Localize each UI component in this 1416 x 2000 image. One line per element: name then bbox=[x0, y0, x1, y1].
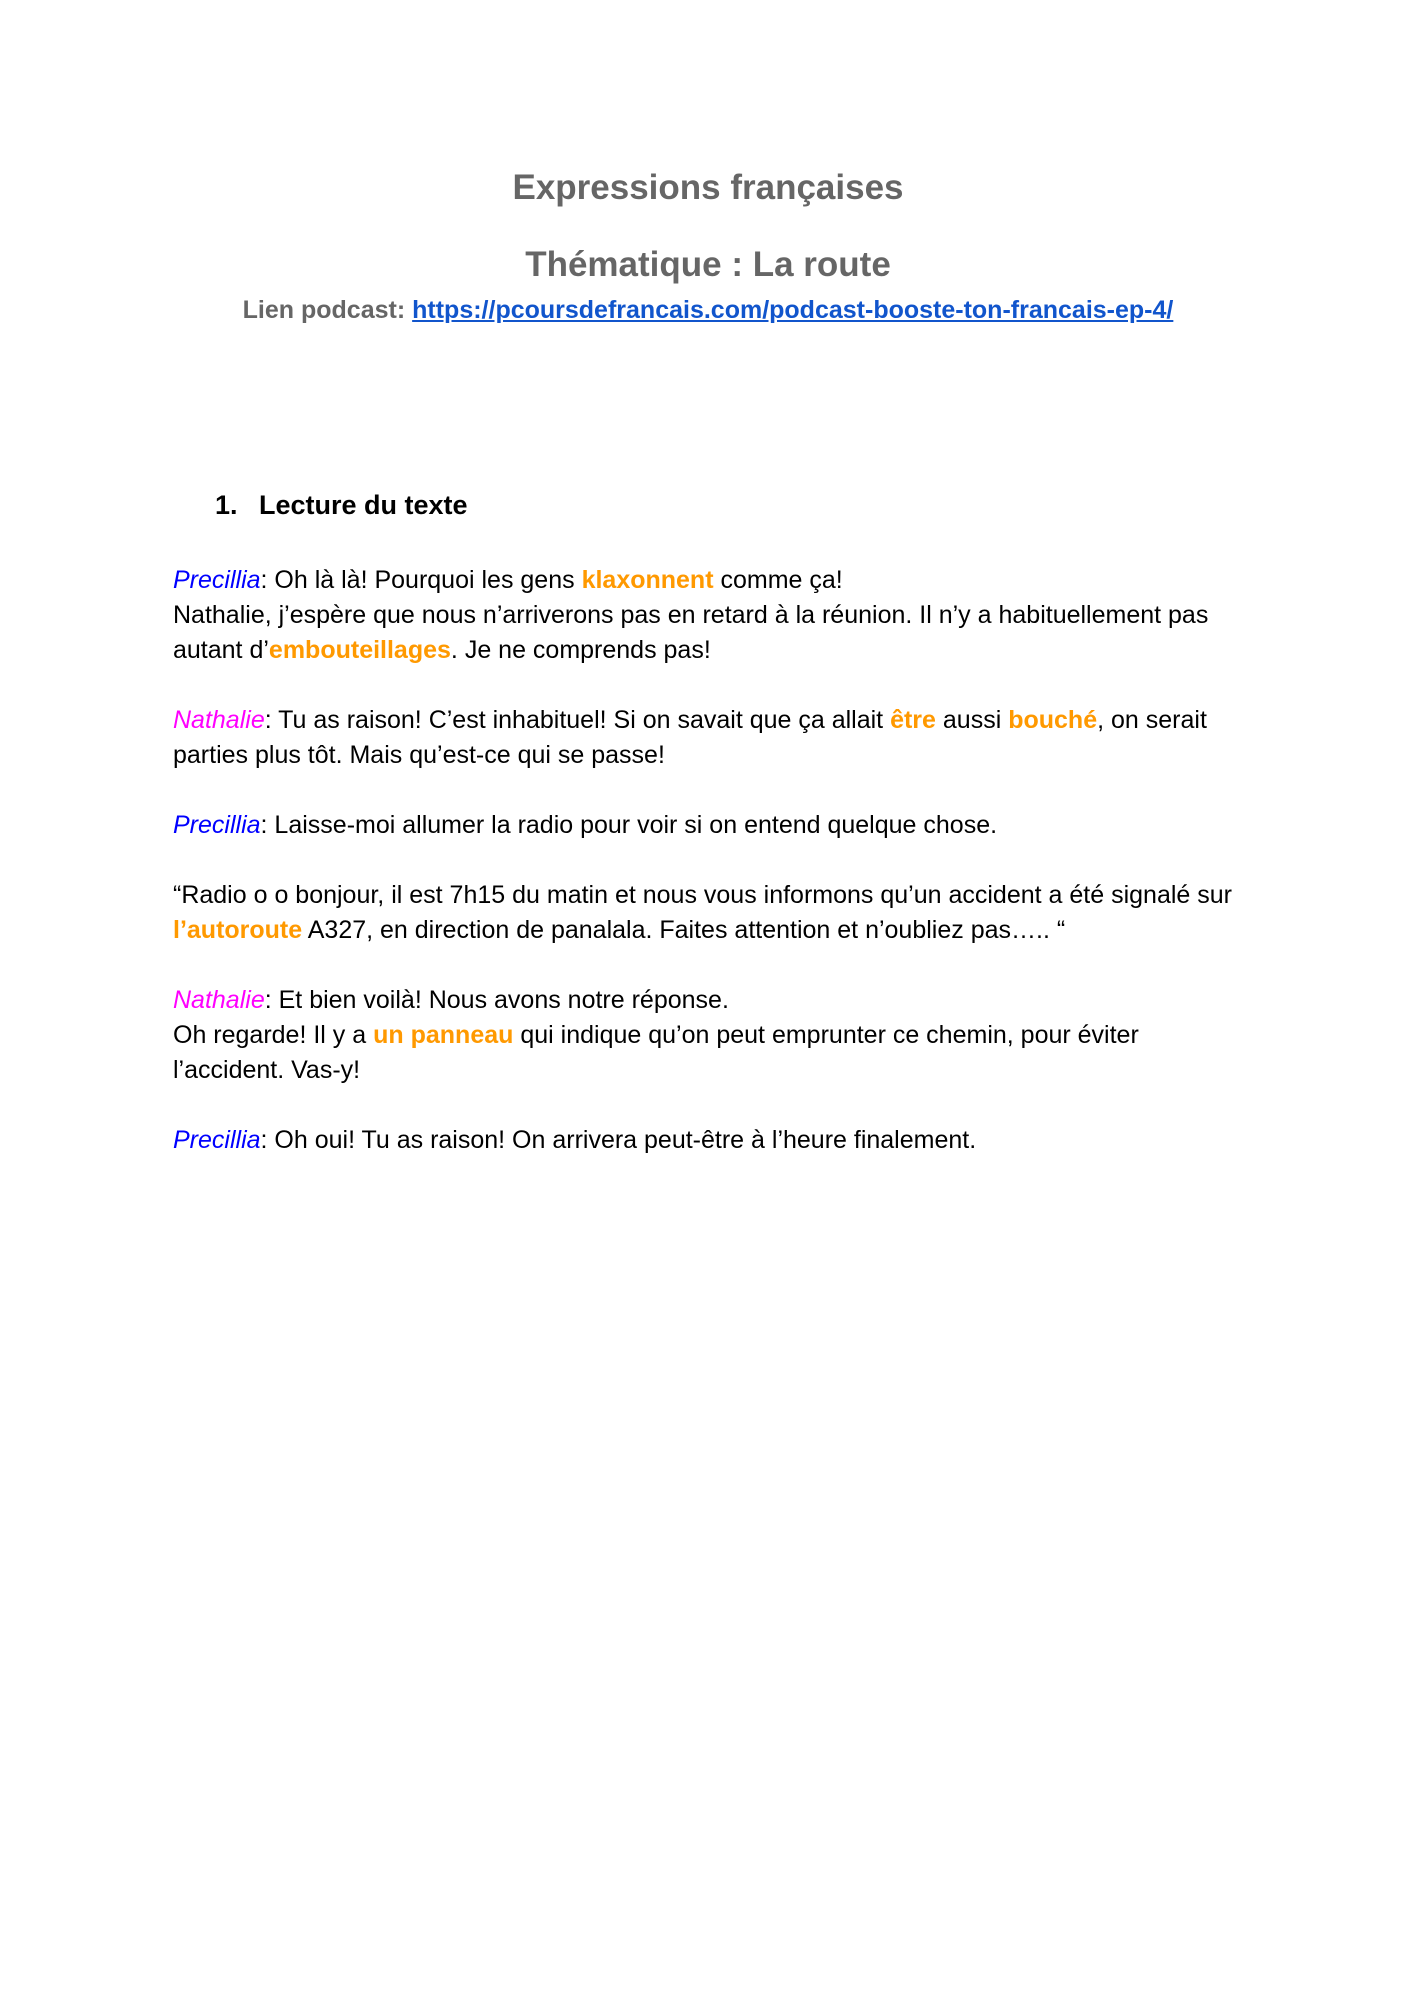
document-theme: Thématique : La route bbox=[525, 245, 891, 284]
dialogue-text-run: : Laisse-moi allumer la radio pour voir si on entend quelque chose. bbox=[260, 811, 998, 839]
dialogue-text-run: qui indique qu’on peut emprunter ce chemin, pour éviter l’accident. Vas-y! bbox=[173, 1021, 1139, 1084]
speaker-name: Nathalie bbox=[173, 706, 265, 734]
dialogue-paragraph-2 bbox=[173, 703, 1253, 773]
vocabulary-keyword: être bbox=[890, 706, 936, 734]
vocabulary-keyword: l’autoroute bbox=[173, 916, 303, 944]
dialogue-text-run: comme ça! bbox=[713, 566, 843, 594]
vocabulary-keyword: klaxonnent bbox=[581, 566, 714, 594]
dialogue-text bbox=[173, 563, 1253, 1193]
dialogue-paragraph-1 bbox=[173, 563, 1253, 668]
vocabulary-keyword: embouteillages bbox=[268, 636, 451, 664]
dialogue-text-run: A327, en direction de panalala. Faites attention et n’oubliez pas….. “ bbox=[302, 916, 1066, 944]
dialogue-text-run: , on serait parties plus tôt. Mais qu’est-ce qui se passe! bbox=[173, 706, 1207, 769]
podcast-line bbox=[0, 296, 1416, 325]
dialogue-paragraph-3 bbox=[173, 808, 1253, 843]
dialogue-text-run: Oh regarde! Il y a bbox=[173, 1021, 374, 1049]
vocabulary-keyword: bouché bbox=[1008, 706, 1098, 734]
dialogue-paragraph-5 bbox=[173, 983, 1253, 1088]
dialogue-text-run: aussi bbox=[935, 706, 1009, 734]
dialogue-paragraph-4 bbox=[173, 878, 1253, 948]
speaker-name: Precillia bbox=[173, 566, 261, 594]
speaker-name: Precillia bbox=[173, 811, 261, 839]
dialogue-paragraph-6 bbox=[173, 1123, 1253, 1158]
speaker-name: Nathalie bbox=[173, 986, 265, 1014]
document-title: Expressions françaises bbox=[512, 168, 904, 207]
section-title: Lecture du texte bbox=[259, 490, 468, 520]
dialogue-text-run: : Oh là là! Pourquoi les gens bbox=[260, 566, 582, 594]
vocabulary-keyword: un panneau bbox=[373, 1021, 514, 1049]
dialogue-text-run: : Tu as raison! C’est inhabituel! Si on savait que ça allait bbox=[264, 706, 891, 734]
podcast-link[interactable]: https://pcoursdefrancais.com/podcast-booste-ton-francais-ep-4/ bbox=[412, 296, 1174, 324]
dialogue-text-run: Nathalie, j’espère que nous n’arriverons pas en retard à la réunion. Il n’y a habituellement pas autant d’ bbox=[173, 601, 1209, 664]
podcast-label: Lien podcast: bbox=[242, 296, 413, 324]
dialogue-text-run: : Oh oui! Tu as raison! On arrivera peut-être à l’heure finalement. bbox=[260, 1126, 977, 1154]
dialogue-text-run: “Radio o o bonjour, il est 7h15 du matin et nous vous informons qu’un accident a été signalé sur bbox=[173, 881, 1232, 909]
speaker-name: Precillia bbox=[173, 1126, 261, 1154]
section-number: 1. bbox=[215, 490, 238, 520]
dialogue-text-run: : Et bien voilà! Nous avons notre réponse. bbox=[264, 986, 729, 1014]
dialogue-text-run: . Je ne comprends pas! bbox=[450, 636, 711, 664]
section-heading bbox=[215, 490, 468, 521]
